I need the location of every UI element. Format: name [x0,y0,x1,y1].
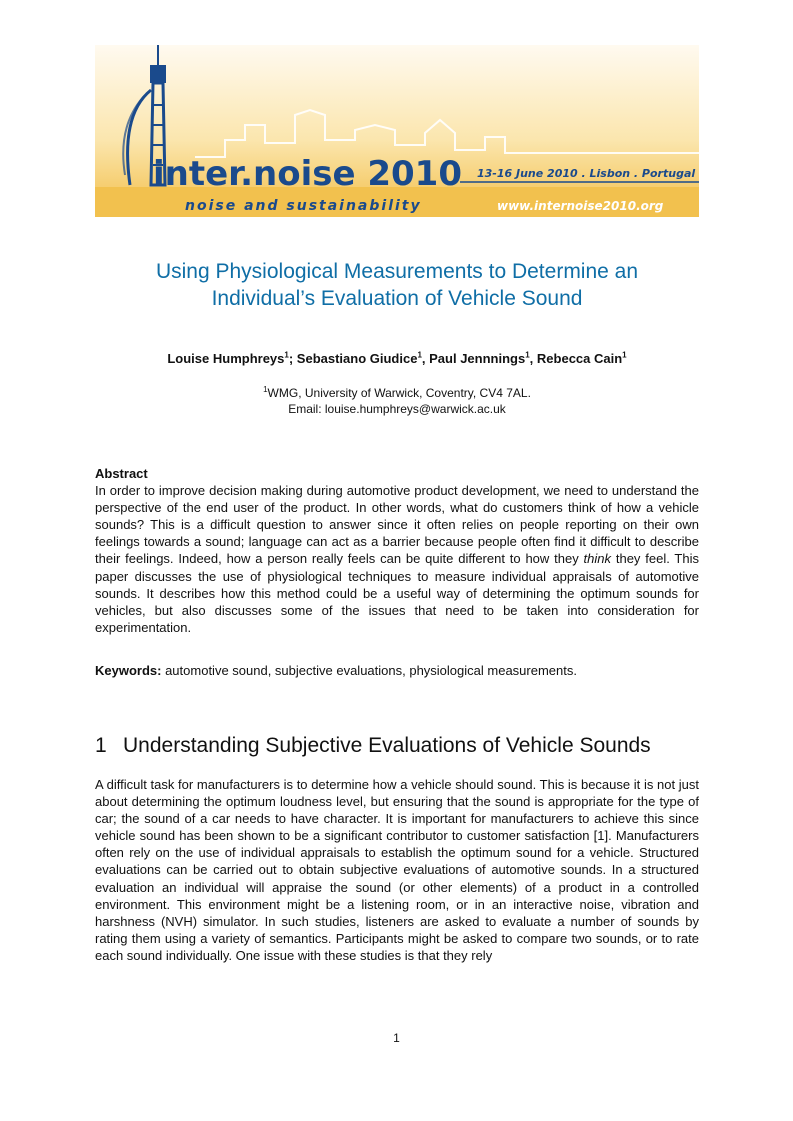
author-list [95,351,699,366]
abstract-emphasis: think [583,551,612,567]
author-name: Louise Humphreys [167,351,285,366]
author-separator: ; [288,351,297,366]
author-affiliation-mark: 1 [417,350,422,360]
affiliation-block [95,385,699,417]
abstract-text-part: they feel. This paper discusses the use of physiological techniques to measure individual appraisals of automotive sounds. It describes how this method could be a useful way of determining the optimum sounds for vehicles, but also discusses some of the issues that need to be taken into consideration for experimentation. [95,551,699,635]
author-affiliation-mark: 1 [284,350,289,360]
author-separator: , [529,351,537,366]
conference-tagline: noise and sustainability [185,198,422,214]
section-heading [95,734,699,758]
author-separator: , [421,351,430,366]
keywords-label: Keywords: [95,663,162,678]
abstract-heading: Abstract [95,466,148,481]
keywords-text: automotive sound, subjective evaluations, physiological measurements. [161,663,577,678]
section-number: 1 [95,734,107,757]
paper-title-line-2: Individual’s Evaluation of Vehicle Sound [211,287,583,310]
conference-url[interactable]: www.internoise2010.org [497,199,664,213]
affiliation-mark: 1 [263,385,268,394]
affiliation-org: WMG, University of Warwick, Coventry, CV4 7AL. [267,386,531,400]
author-name: Sebastiano Giudice [296,351,418,366]
author-affiliation-mark: 1 [525,350,530,360]
abstract-section [95,465,699,636]
section-title: Understanding Subjective Evaluations of Vehicle Sounds [123,734,651,757]
conference-logo-text: inter.noise 2010 [153,154,462,194]
abstract-text [95,482,699,636]
section-body: A difficult task for manufacturers is to determine how a vehicle should sound. This is because it is not just about determining the optimum loudness level, but ensuring that the sound is appropriate for the type of car; the sound of a car needs to have character. It is important for manufacturers to achieve this since vehicle sound has been shown to be a significant contributor to customer satisfaction [1]. Manufacturers often rely on the use of individual appraisals to establish the optimum sound for a vehicle. Structured evaluations can be carried out to obtain subjective evaluations of automotive sounds. In a structured evaluation an individual will appraise the sound (or other elements) of a product in a controlled environment. This environment might be a listening room, or in an interactive noise, vibration and harshness (NVH) simulator. In such studies, listeners are asked to evaluate a number of sounds by rating them using a variety of semantics. Participants might be asked to compare two sounds, or to rate each sound individually. One issue with these studies is that they rely [95,777,699,963]
keywords [95,662,699,679]
author-name: Rebecca Cain [536,351,623,366]
page-number: 1 [393,1031,400,1045]
paper-title-line-1: Using Physiological Measurements to Determine an [155,260,639,283]
affiliation-email[interactable]: Email: louise.humphreys@warwick.ac.uk [288,402,506,416]
paper-title [95,258,699,312]
author-name: Paul Jennnings [429,351,526,366]
abstract-text-part: In order to improve decision making during automotive product development, we need to understand the perspective of the end user of the product. In other words, what do customers think of how a vehicle sounds? This is a difficult question to answer since it often relies on people reporting on their own feelings towards a sound; language can act as a barrier because people often find it difficult to describe their feelings. Indeed, how a person really feels can be quite different to how they [95,483,699,567]
banner-graphic [95,45,699,217]
conference-banner [95,45,699,217]
conference-dates: 13-16 June 2010 . Lisbon . Portugal [477,167,696,180]
author-affiliation-mark: 1 [622,350,627,360]
